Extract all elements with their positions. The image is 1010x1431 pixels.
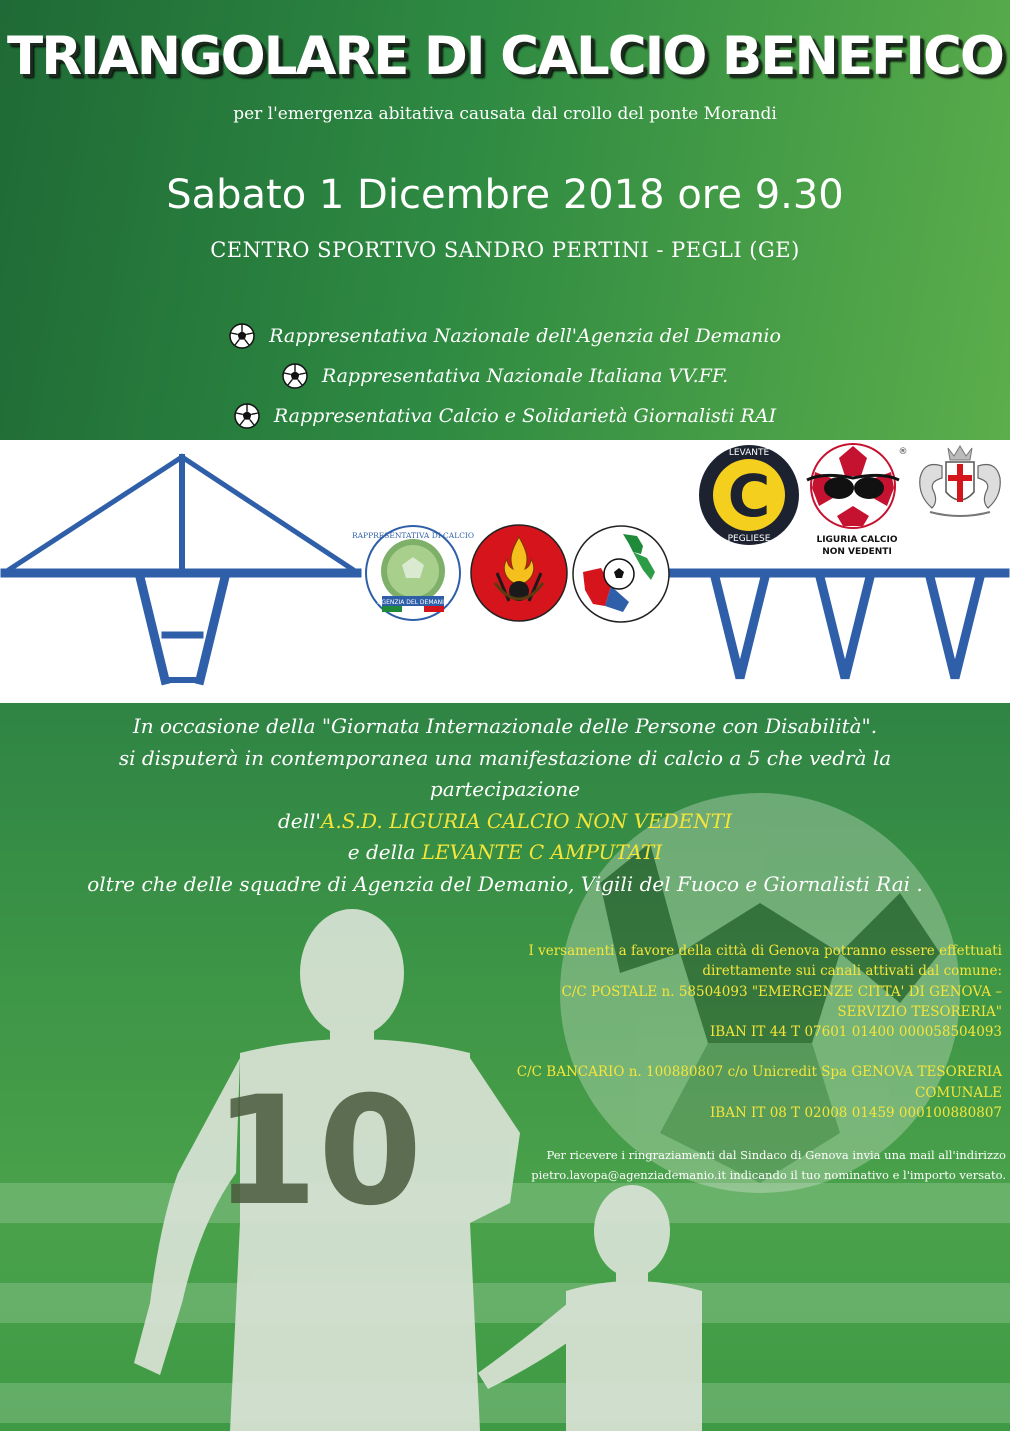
soccer-ball-icon [234,403,260,429]
message-text: e della [347,840,422,864]
thanks-line: pietro.lavopa@agenziademanio.it indicando il tuo nominativo e l'importo versato. [531,1168,1006,1182]
donation-iban: IBAN IT 08 T 02008 01459 000100880807 [709,1105,1002,1122]
levante-logo-top-text: LEVANTE [728,448,770,458]
vigili-del-fuoco-logo [469,523,569,623]
giornalisti-rai-logo [571,524,671,624]
soccer-ball-icon [282,363,308,389]
liguria-logo-line2: NON VEDENTI [822,547,892,557]
team-list [0,316,1010,436]
message-text: dell' [277,808,321,833]
event-subtitle: per l'emergenza abitativa causata dal crollo del ponte Morandi [233,104,777,124]
team-item [0,316,1010,356]
event-date: Sabato 1 Dicembre 2018 ore 9.30 [166,172,844,218]
donation-line: SERVIZIO TESORERIA" [837,1003,1002,1020]
message-text: In occasione della [132,714,322,738]
demanio-logo-bottom-text: AGENZIA DEL DEMANIO [377,599,449,606]
team-item [0,396,1010,436]
donation-line: C/C BANCARIO n. 100880807 c/o Unicredit Spa GENOVA TESORERIA [516,1064,1002,1081]
event-message [40,711,970,900]
donation-info [442,941,1002,1123]
genova-crest-icon [912,442,1008,522]
donation-line: C/C POSTALE n. 58504093 "EMERGENZE CITTA' DI GENOVA – [561,983,1002,1000]
donation-line: direttamente sui canali attivati dal comune: [702,963,1002,980]
message-line: si disputerà in contemporanea una manifestazione di calcio a 5 che vedrà la [118,745,892,770]
liguria-calcio-non-vedenti-logo [803,442,911,562]
message-line: partecipazione [429,777,581,801]
message-line [40,806,970,838]
team-item [0,356,1010,396]
levante-c-pegliese-logo [697,443,801,547]
message-line [40,711,970,743]
thanks-line: Per ricevere i ringraziamenti dal Sindaco di Genova invia una mail all'indirizzo [546,1148,1006,1162]
thanks-note [406,1145,1006,1185]
donation-iban: IBAN IT 44 T 07601 01400 000058504093 [709,1024,1002,1041]
message-line: oltre che delle squadre di Agenzia del Demanio, Vigili del Fuoco e Giornalisti Rai . [87,871,923,896]
levante-logo-letter: C [727,462,771,530]
agenzia-demanio-logo [351,524,475,622]
soccer-ball-icon [229,323,255,349]
message-line [40,837,970,869]
team-highlight: A.S.D. LIGURIA CALCIO NON VEDENTI [320,808,733,833]
levante-logo-bottom-text: PEGLIESE [727,534,771,544]
team-name: Rappresentativa Nazionale Italiana VV.FF. [321,365,729,387]
details-section [0,703,1010,1431]
donation-line: COMUNALE [915,1084,1002,1101]
team-name: Rappresentativa Nazionale dell'Agenzia del Demanio [269,325,781,347]
team-highlight: LEVANTE C AMPUTATI [421,840,663,864]
demanio-logo-top-text: RAPPRESENTATIVA DI CALCIO [351,531,475,540]
message-quote: "Giornata Internazionale delle Persone con Disabilità". [321,714,878,738]
event-venue: CENTRO SPORTIVO SANDRO PERTINI - PEGLI (GE) [210,238,800,262]
liguria-logo-line1: LIGURIA CALCIO [816,535,898,545]
header-section [0,0,1010,440]
team-name: Rappresentativa Calcio e Solidarietà Giornalisti RAI [273,405,777,427]
event-title: TRIANGOLARE DI CALCIO BENEFICO [7,26,1003,87]
donation-line: I versamenti a favore della città di Genova potranno essere effettuati [528,943,1002,959]
registered-mark: ® [898,447,908,457]
jersey-number: 10 [213,1065,423,1239]
logo-band [0,440,1010,703]
